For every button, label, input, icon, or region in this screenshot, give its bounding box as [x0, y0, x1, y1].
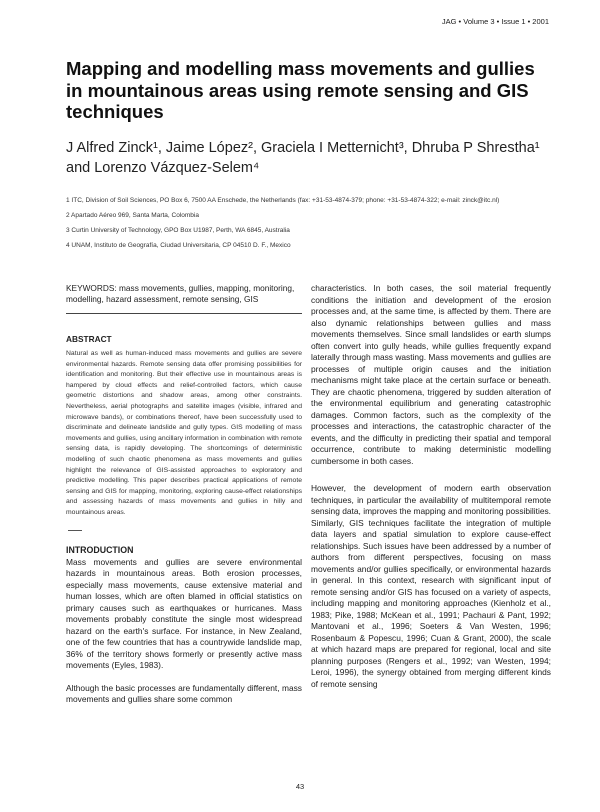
abstract-text: Natural as well as human-induced mass movements and gullies are severe environmental hazards. Remote sensing data offer promising possibilities for identification and monitoring. But their effective use in mountainous areas is hampered by cloud effects and relief-controlled factors, which cause geometric distortions and shadow areas, among other constraints. Nevertheless, aerial photographs and satellite images (visible, infrared and microwave bands), or combinations thereof, have been successfully used to discriminate and delineate landslide and gully types. GIS modelling of mass movements and gullies, using ancillary information in combination with remote sensing data, is rapidly developing. The shortcomings of deterministic modelling of such chaotic phenomena as mass movements and gullies highlight the relevance of GIS-assisted approaches to exploratory and predictive modelling. This paper describes practical applications of remote sensing and GIS for mapping, monitoring, exploring cause-effect relationships and assessing hazards of mass movements and gullies in hilly and mountainous areas. — [66, 350, 302, 516]
affiliation-1: 1 ITC, Division of Soil Sciences, PO Box 6, 7500 AA Enschede, the Netherlands (fax: +31-53-4874-379; phone: +31-53-4874-322; e-mail: zinck@itc.nl) — [66, 197, 500, 204]
author-list: J Alfred Zinck¹, Jaime López², Graciela I Metternicht³, Dhruba P Shrestha¹ and Lorenzo Vázquez-Selem⁴ — [66, 140, 540, 176]
paper-title: Mapping and modelling mass movements and gullies in mountainous areas using remote sensing and GIS techniques — [66, 58, 535, 122]
abstract-heading: ABSTRACT — [66, 334, 112, 344]
introduction-heading: INTRODUCTION — [66, 544, 134, 555]
right-paragraph-1: characteristics. In both cases, the soil material frequently conditions the initiation and development of the erosion processes and, at the same time, is affected by them. There are also dynamic relationships between gullies and mass movements themselves. Since small landslides or earth slumps often convert into gully heads, while gullies frequently expand laterally through mass wasting. Mass movements and gullies are processes of multiple origin causes and the initiation mechanisms might take place at the certain surface or beneath. They are chaotic phenomena, triggered by sudden alteration of the environmental equilibrium and generating catastrophic damages. Common factors, such as the complexity of the processes and interactions, the catastrophic character of the events, and the difficulty in predicting their spatial and temporal occurrence, contribute to making deterministic modelling cumbersome in both cases. — [311, 283, 551, 466]
affiliations — [66, 196, 556, 256]
keywords: KEYWORDS: mass movements, gullies, mapping, monitoring, modelling, hazard assessment, remote sensing, GIS — [66, 283, 295, 304]
abstract-end-divider — [68, 530, 82, 531]
affiliation-4: 4 UNAM, Instituto de Geografía, Ciudad Universitaria, CP 04510 D. F., Mexico — [66, 242, 291, 249]
keywords-divider — [66, 313, 302, 314]
affiliation-3: 3 Curtin University of Technology, GPO Box U1987, Perth, WA 6845, Australia — [66, 227, 290, 234]
page-number: 43 — [295, 782, 305, 791]
intro-paragraph-2: Although the basic processes are fundamentally different, mass movements and gullies share some common — [66, 682, 302, 704]
intro-paragraph-1: Mass movements and gullies are severe environmental hazards in mountainous areas. Both erosion processes, especially mass movements, cause extensive material and human losses, which are often blamed in official statistics on primary causes such as earthquakes or hurricanes. Mass movements probably constitute the single most widespread hazard on the earth's surface. For instance, in New Zealand, one of the few countries that has a countrywide landslide map, 36% of the territory shows formerly or presently active mass movements (Eyles, 1983). — [66, 556, 302, 670]
affiliation-2: 2 Apartado Aéreo 969, Santa Marta, Colombia — [66, 212, 199, 219]
right-column — [311, 283, 551, 690]
left-column — [66, 283, 302, 706]
right-paragraph-2: However, the development of modern earth observation techniques, in particular the availability of multitemporal remote sensing data, improves the mapping and monitoring possibilities. Similarly, GIS techniques facilitate the integration of multiple data layers and spatial simulation to explore cause-effect relationships. Such issues have been addressed by a number of authors from different perspectives, focusing on mass movements and/or gullies specifically, or environmental hazards in general. In this context, research with significant input of remote sensing and/or GIS has focused on a variety of aspects, including mapping and monitoring approaches (Kienholz et al., 1983; Pike, 1988; McKean et al., 1991; Pachauri & Pant, 1992; Mantovani et al., 1996; Soeters & Van Westen, 1996; Rosenbaum & Popescu, 1996; Cuan & Grant, 2000), the scale at which hazard maps are prepared for regional, local and site planning purposes (Rengers et al., 1992; van Westen, 1994; Leroi, 1996), the synergy obtained from merging different kinds of remote sensing — [311, 483, 551, 689]
journal-header: JAG • Volume 3 • Issue 1 • 2001 — [441, 17, 549, 26]
